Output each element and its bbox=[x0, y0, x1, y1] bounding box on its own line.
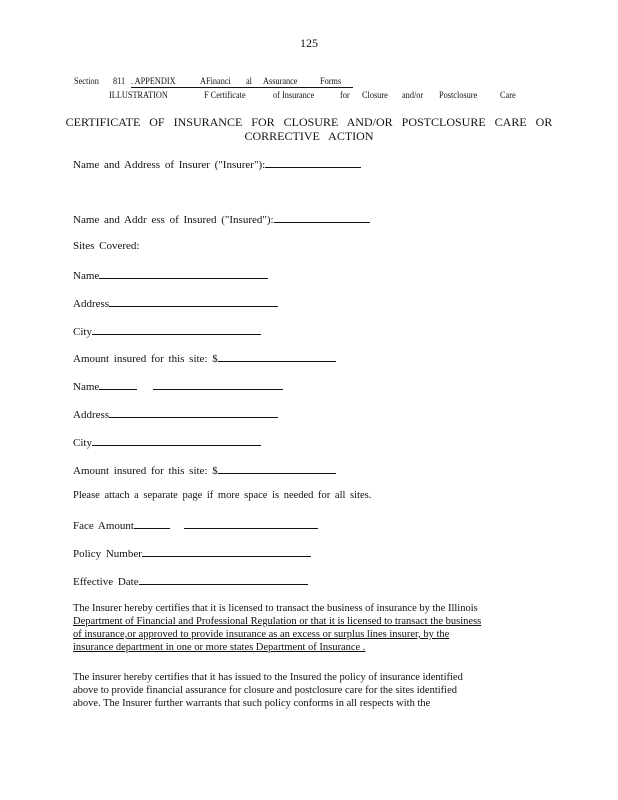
effective-date-label: Effective Date bbox=[73, 576, 139, 588]
policy-number-label: Policy Number bbox=[73, 548, 142, 560]
site1-address-blank[interactable] bbox=[109, 296, 278, 307]
site1-name-field[interactable] bbox=[73, 268, 268, 282]
site2-address-blank[interactable] bbox=[109, 407, 278, 418]
attach-note: Please attach a separate page if more space is needed for all sites. bbox=[73, 490, 372, 501]
face-amount-blank-b[interactable] bbox=[184, 518, 318, 529]
for-label: for bbox=[340, 90, 350, 100]
care-label: Care bbox=[500, 90, 516, 100]
policy-number-blank[interactable] bbox=[142, 546, 311, 557]
insured-label: Name and Addr ess of Insured ("Insured"): bbox=[73, 214, 274, 226]
site2-city-field[interactable] bbox=[73, 435, 261, 449]
sites-covered-label: Sites Covered: bbox=[73, 240, 140, 252]
site2-name-blank-b[interactable] bbox=[153, 379, 283, 390]
andor-label: and/or bbox=[402, 90, 424, 100]
assurance-label: Assurance bbox=[263, 76, 298, 86]
site1-amount-blank[interactable] bbox=[218, 351, 336, 362]
appendix-label: . APPENDIX bbox=[131, 76, 176, 86]
site1-amount-label: Amount insured for this site: $ bbox=[73, 353, 218, 365]
paragraph1-line1: The Insurer hereby certifies that it is licensed to transact the business of insurance by the Illinois bbox=[73, 603, 478, 614]
closure-label: Closure bbox=[362, 90, 388, 100]
certificate-title-line1: CERTIFICATE OF INSURANCE FOR CLOSURE AND/OR POSTCLOSURE CARE OR bbox=[65, 115, 553, 129]
site2-name-label: Name bbox=[73, 381, 100, 393]
site1-name-blank[interactable] bbox=[99, 268, 268, 279]
face-amount-label: Face Amount bbox=[73, 520, 134, 532]
face-amount-field[interactable] bbox=[73, 518, 318, 532]
face-amount-blank-a[interactable] bbox=[134, 518, 170, 529]
paragraph2-line3: above. The Insurer further warrants that such policy conforms in all respects with the bbox=[73, 698, 431, 709]
effective-date-blank[interactable] bbox=[139, 574, 308, 585]
financial-label-a: AFinanci bbox=[200, 76, 231, 86]
site2-amount-blank[interactable] bbox=[218, 463, 336, 474]
header-underline bbox=[131, 87, 353, 88]
insurer-blank[interactable] bbox=[265, 157, 361, 168]
site1-city-field[interactable] bbox=[73, 324, 261, 338]
certificate-label: F Certificate bbox=[204, 90, 246, 100]
illustration-label: ILLUSTRATION bbox=[109, 90, 168, 100]
paragraph1-line2: Department of Financial and Professional Regulation or that it is licensed to transact the business bbox=[73, 616, 482, 627]
site2-address-label: Address bbox=[73, 409, 110, 421]
site1-name-label: Name bbox=[73, 270, 100, 282]
site1-address-label: Address bbox=[73, 298, 110, 310]
page-number: 125 bbox=[300, 36, 318, 50]
section-label: Section bbox=[74, 76, 99, 86]
insurer-field[interactable] bbox=[73, 157, 361, 171]
financial-label-b: al bbox=[246, 76, 252, 86]
site2-amount-label: Amount insured for this site: $ bbox=[73, 465, 218, 477]
site2-name-field[interactable] bbox=[73, 379, 283, 393]
insured-field[interactable] bbox=[73, 212, 370, 226]
site2-city-blank[interactable] bbox=[92, 435, 261, 446]
effective-date-field[interactable] bbox=[73, 574, 308, 588]
site2-city-label: City bbox=[73, 437, 92, 449]
site1-city-label: City bbox=[73, 326, 92, 338]
certification-paragraph bbox=[73, 602, 543, 654]
certificate-title-line2: CORRECTIVE ACTION bbox=[244, 129, 374, 143]
of-insurance-label: of Insurance bbox=[273, 90, 315, 100]
site2-address-field[interactable] bbox=[73, 407, 278, 421]
paragraph2-line1: The insurer hereby certifies that it has issued to the Insured the policy of insurance identified bbox=[73, 672, 463, 683]
policy-number-field[interactable] bbox=[73, 546, 311, 560]
insurer-label: Name and Address of Insurer ("Insurer"): bbox=[73, 159, 266, 171]
site2-amount-field[interactable] bbox=[73, 463, 336, 477]
insured-blank[interactable] bbox=[274, 212, 370, 223]
site1-city-blank[interactable] bbox=[92, 324, 261, 335]
site2-name-blank-a[interactable] bbox=[99, 379, 137, 390]
site1-address-field[interactable] bbox=[73, 296, 278, 310]
paragraph1-line3: of insurance,or approved to provide insurance as an excess or surplus lines insurer, by the bbox=[73, 629, 450, 640]
site1-amount-field[interactable] bbox=[73, 351, 336, 365]
paragraph1-line4: insurance department in one or more states Department of Insurance . bbox=[73, 642, 366, 653]
forms-label: Forms bbox=[320, 76, 342, 86]
postclosure-label: Postclosure bbox=[439, 90, 478, 100]
paragraph2-line2: above to provide financial assurance for closure and postclosure care for the sites identified bbox=[73, 685, 457, 696]
policy-paragraph bbox=[73, 671, 543, 710]
section-number: 811 bbox=[113, 76, 126, 86]
